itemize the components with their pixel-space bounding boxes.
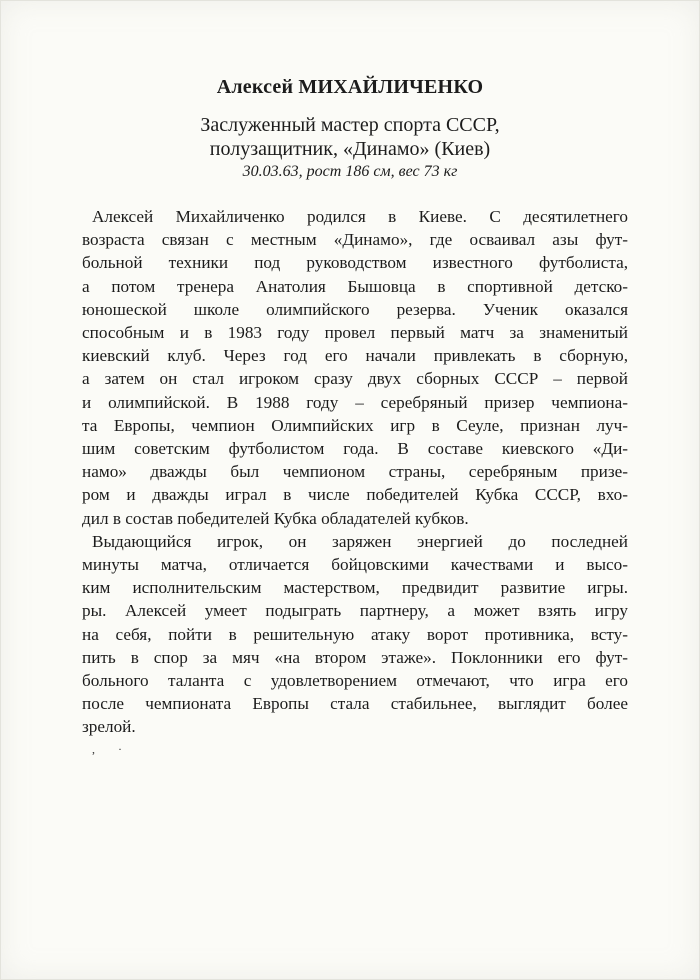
text-line: зрелой. [82,717,136,737]
biography-text [82,205,628,739]
player-vitals: 30.03.63, рост 186 см, вес 73 кг [242,163,458,180]
text-line: киевский клуб. Через год его начали привлекать в сборную, [82,346,628,366]
text-line: та Европы, чемпион Олимпийских игр в Сеуле, признан луч- [82,415,628,435]
player-name: Алексей МИХАЙЛИЧЕНКО [216,76,484,98]
text-line: минуты матча, отличается бойцовскими качествами и высо- [82,555,628,575]
text-line: намо» дважды был чемпионом страны, серебряным призе- [82,462,628,482]
text-line: на себя, пойти в решительную атаку ворот противника, всту- [82,624,628,644]
paper-specks: , · [92,742,132,756]
text-line: ром и дважды играл в числе победителей Кубка СССР, вхо- [82,485,628,505]
text-line: ры. Алексей умеет подыграть партнеру, а может взять игру [82,601,628,621]
text-line: больного таланта с удовлетворением отмечают, что игра его [82,671,628,691]
text-line: после чемпионата Европы стала стабильнее, выглядит более [82,694,628,714]
text-line: Выдающийся игрок, он заряжен энергией до последней [92,531,628,551]
text-line: шим советским футболистом года. В составе киевского «Ди- [82,439,628,459]
text-line: дил в состав победителей Кубка обладателей кубков. [82,508,469,528]
text-line: Алексей Михайличенко родился в Киеве. С десятилетнего [92,207,628,226]
biography-paragraph-2 [82,530,628,739]
text-line: способным и в 1983 году провел первый матч за знаменитый [82,323,628,343]
player-title: Заслуженный мастер спорта СССР, [200,114,500,136]
text-line: а затем он стал игроком сразу двух сборных СССР – первой [82,369,628,389]
text-line: возраста связан с местным «Динамо», где осваивал азы фут- [82,230,628,250]
text-line: а потом тренера Анатолия Бышовца в спортивной детско- [82,276,628,296]
biography-paragraph-1 [82,205,628,530]
text-line: и олимпийской. В 1988 году – серебряный призер чемпиона- [82,392,628,412]
text-line: больной техники под руководством известного футболиста, [82,253,628,273]
player-position-club: полузащитник, «Динамо» (Киев) [209,138,491,160]
text-line: пить в спор за мяч «на втором этаже». Поклонники его фут- [82,647,628,667]
text-line: ким исполнительским мастерством, предвидит развитие игры. [82,578,628,598]
text-line: юношеской школе олимпийского резерва. Ученик оказался [82,299,628,319]
